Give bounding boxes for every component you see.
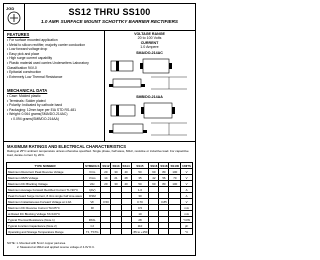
table-cell: 0.50 [101, 199, 111, 205]
table-cell: Maximum DC Blocking Voltage [7, 181, 84, 187]
table-cell: RθJL [84, 217, 101, 223]
table-cell: V [181, 175, 193, 181]
table-cell: Maximum DC Reverse Current TA=25°C [7, 205, 84, 211]
column-header: TYPE NUMBER [7, 163, 84, 169]
feature-item: • Metal to silicon rectifier, majority carrier conduction [7, 43, 102, 48]
column-header: SS13 [112, 163, 120, 168]
table-cell: 20 [101, 169, 111, 175]
mechanical-heading: MECHANICAL DATA [7, 88, 48, 93]
table-cell: VF [84, 199, 101, 205]
column-header: SS16 [150, 163, 158, 168]
table-cell: 60 [149, 169, 159, 175]
table-cell: 30 [131, 193, 149, 199]
mechanical-item: • 0.094 grams(SMB/DO-214AA) [7, 117, 102, 122]
table-cell: 0.5 [131, 205, 149, 211]
header [4, 4, 195, 31]
column-header: SS100 [170, 163, 180, 168]
table-cell [101, 229, 111, 235]
column-header: UNITS [182, 163, 191, 168]
mechanical-item: • Polarity: Indicated by cathode band [7, 103, 102, 108]
table-cell: -55 to +150 [132, 229, 148, 234]
ratings-table [6, 162, 193, 235]
table-cell: 42 [149, 175, 159, 181]
column-header: SS15 [131, 163, 149, 169]
feature-item: • Low forward voltage drop [7, 47, 102, 52]
table-cell: 80 [159, 169, 169, 175]
features-column [4, 30, 105, 141]
mechanical-item: • Weight: 0.064 grams(SMA/DO-214AC) [7, 112, 102, 117]
table-cell [111, 229, 121, 235]
table-cell: 14 [101, 175, 111, 181]
features-list [7, 38, 102, 79]
table-cell: mA [181, 211, 193, 217]
table-cell: 100 [169, 169, 181, 175]
table-cell: 110 [131, 223, 149, 229]
table-cell: Typical Thermal Resistance (Note 1) [7, 217, 84, 223]
table-cell: A [181, 187, 193, 193]
table-cell: 1.0 [131, 187, 149, 193]
table-cell: °C/W [181, 217, 193, 223]
current-label: CURRENT [140, 40, 159, 45]
table-cell: 100 [169, 181, 181, 187]
table-cell: mA [181, 205, 193, 211]
table-cell: 28 [121, 175, 131, 181]
column-header: SS14 [122, 163, 130, 168]
table-cell: 28 [131, 217, 149, 223]
table-cell: 10 [131, 211, 149, 217]
mechanical-list [7, 94, 102, 122]
table-cell: Maximum Average Forward Rectified Current TL=90°C [7, 187, 84, 193]
table-cell: Maximum RMS Voltage [7, 175, 84, 181]
table-cell: Vrms [84, 175, 101, 181]
table-cell [121, 229, 131, 235]
voltage-range-block [104, 32, 195, 49]
notes-block [7, 242, 193, 249]
mechanical-item: • Case: Molded plastic [7, 94, 102, 99]
logo [4, 4, 25, 30]
mechanical-item: • Packaging: 12mm tape per EIA STD RS-481 [7, 108, 102, 113]
note-line: NOTE: 1. Mounted with 5mm² copper pad area. [7, 241, 66, 245]
table-cell: 0.85 [159, 199, 169, 205]
current-value: 1.0 Ampere [140, 44, 159, 49]
table-cell: 0.70 [131, 199, 149, 205]
column-header: SS18 [160, 163, 168, 168]
table-cell: TJ, TSTG [84, 229, 101, 235]
column-header: SYMBOLS [85, 163, 100, 168]
table-cell: Vrrm [84, 169, 101, 175]
voltage-range-label: VOLTAGE RANGE [134, 32, 165, 36]
table-cell [159, 229, 169, 235]
table-cell: 70 [169, 175, 181, 181]
package-label-smb: SMB/DO-214AA [136, 95, 163, 99]
table-cell: IFSM [84, 193, 101, 199]
table-cell: at Rated DC Blocking Voltage TA=100°C [7, 211, 84, 217]
table-cell: 30 [111, 169, 121, 175]
table-cell: V [181, 169, 193, 175]
table-cell: V [181, 181, 193, 187]
page-title: SS12 THRU SS100 [68, 7, 151, 17]
table-cell: °C [181, 229, 193, 235]
feature-item: • High surge current capability [7, 56, 102, 61]
table-cell: Typical Junction Capacitance (Note 2) [7, 223, 84, 229]
table-cell: 50 [131, 169, 149, 175]
table-cell: Operating and Storage Temperature Range [7, 229, 84, 235]
mechanical-item: • Terminals: Solder plated [7, 99, 102, 104]
logo-text: JGD [6, 6, 15, 11]
features-heading: FEATURES [7, 32, 30, 37]
table-cell: 56 [159, 175, 169, 181]
table-cell: pF [181, 223, 193, 229]
package-column [104, 30, 195, 141]
voltage-range-value: 20 to 100 Volts [137, 36, 162, 41]
page-subtitle: 1.0 AMP. SURFACE MOUNT SCHOTTKY BARRIER RECTIFIERS [41, 19, 178, 24]
note-line: 2. Measured at 1MHz and applied reverse voltage of 4.0V D.C. [17, 244, 95, 249]
table-cell: 80 [159, 181, 169, 187]
feature-item: • Extremely Low Thermal Resistance [7, 75, 102, 80]
table-row [7, 229, 193, 235]
table-cell: V [181, 199, 193, 205]
table-cell: 40 [121, 181, 131, 187]
ratings-note: Rating at 25°C ambient temperature unless otherwise specified. Single phase, half wave, 60Hz, resistive or inductive load. For capacitive load, derate current by 20%. [7, 149, 189, 157]
datasheet-page [3, 3, 196, 256]
table-cell: I(AV) [84, 187, 101, 193]
table-cell: Maximum Instantaneous Forward Voltage at 1.0A [7, 199, 84, 205]
table-cell: CJ [84, 223, 101, 229]
table-cell [149, 229, 159, 235]
smb-package-drawing [107, 101, 193, 139]
sma-package-drawing [107, 57, 193, 93]
table-cell: 50 [131, 181, 149, 187]
ratings-title: MAXIMUM RATINGS AND ELECTRICAL CHARACTERISTICS [7, 144, 127, 149]
table-cell: 30 [111, 181, 121, 187]
package-label-sma: SMA/DO-214AC [136, 51, 163, 55]
table-cell: Vdc [84, 181, 101, 187]
ratings-section [4, 141, 195, 256]
table-cell: 21 [111, 175, 121, 181]
feature-item: • Epitaxial construction [7, 70, 102, 75]
table-cell: Maximum Recurrent Peak Reverse Voltage [7, 169, 84, 175]
feature-item: • Plastic material used carries Underwriters Laboratory Classification 94V-0 [7, 61, 102, 70]
table-cell: 35 [131, 175, 149, 181]
feature-item: • Easy pick and place [7, 52, 102, 57]
table-cell: 40 [121, 169, 131, 175]
table-cell: Peak Forward Surge Current, 8.3ms single half sine-wave [8, 193, 83, 198]
feature-item: • For surface mounted application [7, 38, 102, 43]
table-cell: IR [84, 205, 101, 211]
table-cell [169, 229, 181, 235]
column-header: SS12 [102, 163, 110, 168]
table-cell: 60 [149, 181, 159, 187]
table-cell: 20 [101, 181, 111, 187]
table-cell: A [181, 193, 193, 199]
